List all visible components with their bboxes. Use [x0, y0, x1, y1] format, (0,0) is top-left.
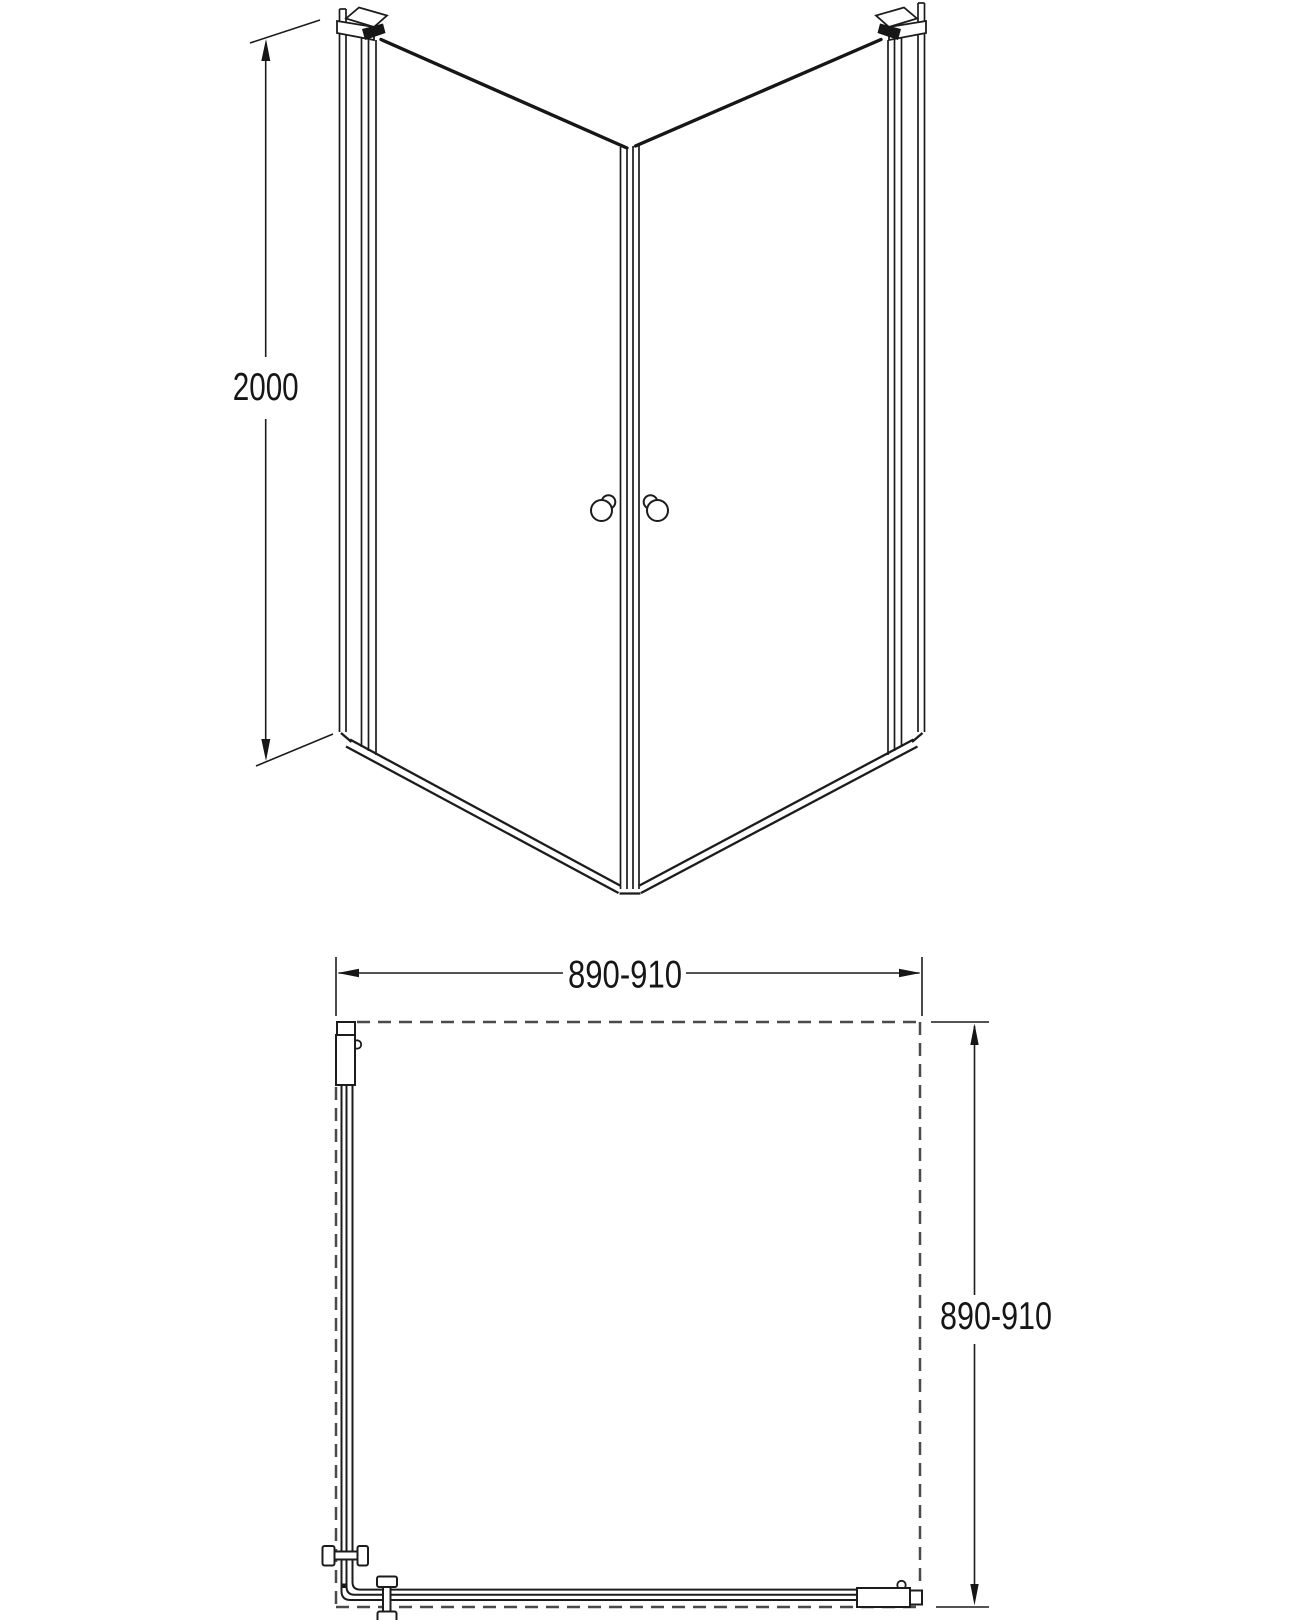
right-wall-profile [918, 3, 925, 732]
right-door-knob [644, 495, 668, 521]
left-top-cap [337, 8, 387, 41]
depth-dimension-label: 890-910 [940, 1295, 1052, 1338]
elevation-view [233, 3, 926, 894]
center-corner-mullion [621, 146, 640, 889]
arrow-down-icon [261, 739, 270, 761]
tray-outline-dashed [336, 1022, 920, 1607]
arrow-right-icon [899, 969, 921, 977]
bottom-rails [341, 733, 923, 894]
left-wall-profile [340, 9, 347, 732]
width-dimension [336, 954, 922, 1017]
width-dimension-label: 890-910 [568, 953, 682, 997]
corner-pivot [343, 1584, 348, 1589]
arrow-down-icon [970, 1584, 978, 1606]
left-door-knob [591, 495, 615, 521]
left-glass-top-edge [381, 40, 627, 149]
right-door-stile [888, 36, 902, 755]
plan-knob-left-door [323, 1546, 369, 1566]
plan-wall-profile-top-left [336, 1022, 361, 1085]
height-dimension-label: 2000 [232, 366, 299, 409]
height-dimension [233, 20, 333, 766]
left-door-stile [362, 36, 377, 755]
plan-view [323, 954, 1053, 1620]
arrow-up-icon [970, 1024, 978, 1046]
plan-wall-profile-bottom-right [857, 1581, 922, 1607]
plan-door-panels [342, 1085, 858, 1600]
plan-knob-bottom-door [377, 1577, 397, 1620]
arrow-left-icon [338, 969, 360, 977]
arrow-up-icon [261, 39, 270, 61]
depth-dimension [931, 1022, 1052, 1607]
right-glass-top-edge [636, 40, 882, 147]
